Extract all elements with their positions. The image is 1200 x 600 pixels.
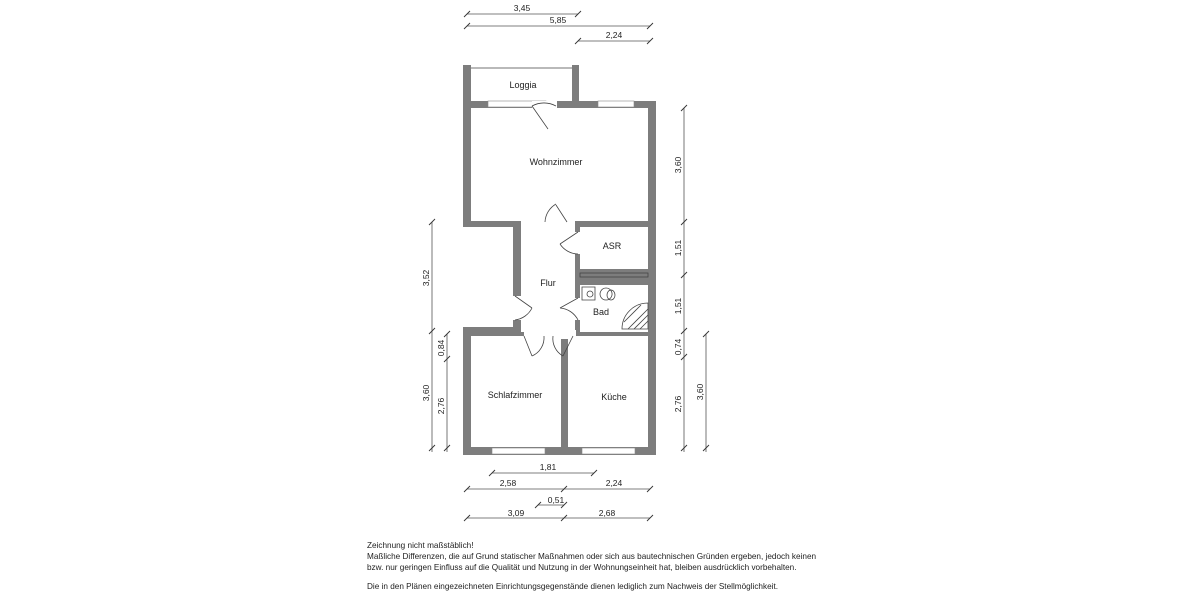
dimensions-bottom	[464, 462, 653, 521]
dim-left-3: 2,76	[436, 397, 446, 415]
dimensions-left	[421, 219, 450, 452]
note-line-4: Die in den Plänen eingezeichneten Einrichtungsgegenstände dienen lediglich zum Nachweis der Stellmöglichkeit.	[367, 582, 778, 591]
dim-bottom-6: 2,68	[598, 508, 616, 518]
room-label-bad: Bad	[592, 307, 610, 317]
dim-right-4: 0,74	[673, 338, 683, 356]
dim-bottom-5: 3,09	[507, 508, 525, 518]
dim-right-outer: 3,60	[695, 383, 705, 401]
dim-left-2: 0,84	[436, 339, 446, 357]
note-line-3: bzw. nur geringen Einfluss auf die Qualität und Nutzung in der Wohnungseinheit hat, bleiben ausdrücklich vorbehalten.	[367, 563, 797, 572]
note-line-2: Maßliche Differenzen, die auf Grund statischer Maßnahmen oder sich aus bautechnischen Gründen ergeben, jedoch keinen	[367, 552, 817, 561]
dim-top-2: 5,85	[549, 15, 567, 25]
dim-right-1: 3,60	[673, 156, 683, 174]
dim-bottom-3: 2,24	[605, 478, 623, 488]
dim-bottom-4: 0,51	[547, 495, 565, 505]
room-label-asr: ASR	[602, 241, 622, 251]
room-label-schlafzimmer: Schlafzimmer	[487, 390, 543, 400]
dim-right-2: 1,51	[673, 239, 683, 257]
room-label-wohnzimmer: Wohnzimmer	[529, 157, 583, 167]
dim-bottom-1: 1,81	[539, 462, 557, 472]
note-line-1: Zeichnung nicht maßstäblich!	[367, 541, 474, 550]
dim-bottom-2: 2,58	[499, 478, 517, 488]
room-label-flur: Flur	[540, 278, 556, 288]
dim-top-3: 2,24	[605, 30, 623, 40]
dim-left-outer: 3,60	[421, 384, 431, 402]
disclaimer-notes	[367, 540, 867, 592]
dimensions-right	[673, 105, 709, 452]
room-label-kueche: Küche	[601, 392, 627, 402]
room-label-loggia: Loggia	[509, 80, 537, 90]
dim-top-1: 3,45	[513, 3, 531, 13]
dimensions-top	[464, 3, 653, 44]
dim-right-5: 2,76	[673, 395, 683, 413]
dim-left-1: 3,52	[421, 269, 431, 287]
dim-right-3: 1,51	[673, 297, 683, 315]
